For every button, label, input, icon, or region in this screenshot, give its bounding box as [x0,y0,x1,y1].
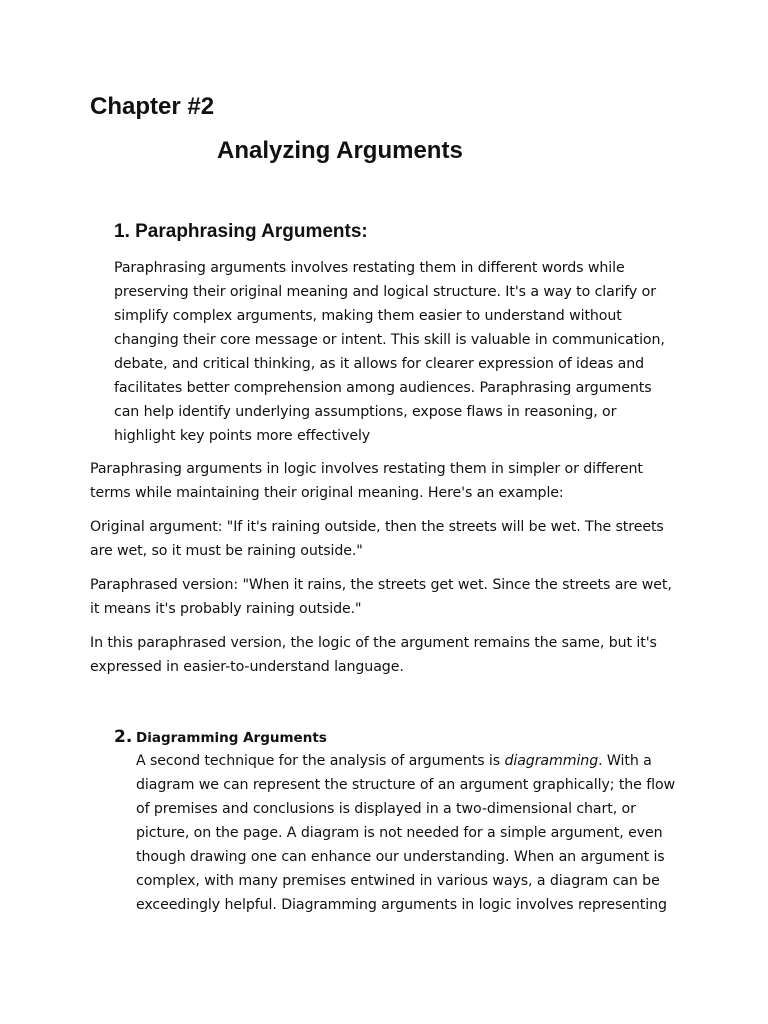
paragraph-paraphrased-version: Paraphrased version: "When it rains, the streets get wet. Since the streets are wet, it means it's probably raining outside." [90,577,672,617]
paragraph-conclusion: In this paraphrased version, the logic of the argument remains the same, but it's expressed in easier-to-understand language. [90,635,657,675]
section-heading-paraphrasing: 1. Paraphrasing Arguments: [114,221,368,242]
body-text-after: . With a diagram we can represent the structure of an argument graphically; the flow of premises and conclusions is displayed in a two-dimensional chart, or picture, on the page. A diagram is not needed for a simple argument, even though drawing one can enhance our understanding. When an argument is complex, with many premises entwined in various ways, a diagram can be exceedingly helpful. Diagramming arguments in logic involves representing [136,753,676,913]
body-text-before: A second technique for the analysis of arguments is [136,753,505,769]
chapter-title: Analyzing Arguments [217,137,463,164]
emphasis-term: diagramming [504,753,599,769]
section-number-diagramming: 2. [114,727,133,747]
paragraph-example-intro: Paraphrasing arguments in logic involves restating them in simpler or different terms while maintaining their original meaning. Here's an example: [90,461,643,501]
chapter-label: Chapter #2 [90,93,215,120]
section-body-diagramming [136,749,681,917]
section-heading-diagramming: Diagramming Arguments [136,730,327,746]
section-body-paraphrasing: Paraphrasing arguments involves restating them in different words while preserving their original meaning and logical structure. It's a way to clarify or simplify complex arguments, making them easier to understand without changing their core message or intent. This skill is valuable in communication, debate, and critical thinking, as it allows for clearer expression of ideas and facilitates better comprehension among audiences. Paraphrasing arguments can help identify underlying assumptions, expose flaws in reasoning, or highlight key points more effectively [114,260,665,444]
paragraph-original-argument: Original argument: "If it's raining outside, then the streets will be wet. The streets are wet, so it must be raining outside." [90,519,664,559]
